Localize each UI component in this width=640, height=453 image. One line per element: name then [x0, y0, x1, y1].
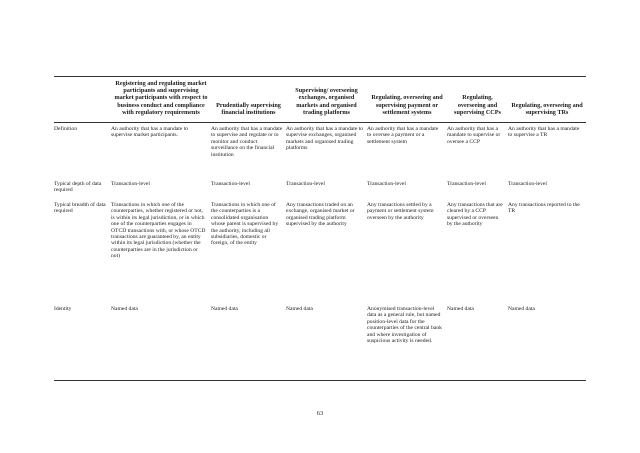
header-row [54, 77, 586, 123]
table-cell: Named data [447, 303, 508, 381]
table-cell: Transaction-level [508, 181, 547, 188]
table-cell: An authority that has a mandate to supervise a TR [508, 126, 580, 139]
row-label: Definition [54, 126, 77, 133]
table-cell: Transactions in which one of the counterparties, whether registered or not, is within its legal jurisdiction, or in which one of the counterparties engages in OTCD transactions with, or whose OTCD transactions are guaranteed by, an entity within its legal jurisdiction (whether the counterparties are in the jurisdiction or not) [111, 202, 206, 260]
header-exchanges: Supervising/ overseeing exchanges, organised markets and organised trading platforms [286, 77, 367, 123]
row-label: Typical breadth of data required [54, 202, 106, 215]
table-cell: Any transactions traded on an exchange, organised market or organised trading platform supervised by the authority [286, 202, 355, 228]
table-cell: An authority that has a mandate to supervise market participants. [111, 126, 189, 139]
table-cell: Any transactions settled by a payment or settlement system overseen by the authority [367, 202, 434, 221]
header-cell-empty [54, 77, 111, 123]
header-prudential: Prudentially supervising financial institutions [211, 77, 286, 123]
table-cell: Named data [508, 303, 586, 381]
header-market-participants: Registering and regulating market participants and supervising market participants with respect to business conduct and compliance with regulatory requirements [111, 77, 211, 123]
header-trs: Regulating, overseeing and supervising TRs [508, 77, 586, 123]
table-cell: Transaction-level [286, 181, 325, 188]
mandates-table [54, 76, 586, 381]
header-payment-settlement: Regulating, overseeing and supervising payment or settlement systems [367, 77, 447, 123]
table-cell: An authority that has a mandate to oversee a payment or a settlement system [367, 126, 439, 145]
table-cell: An authority that has a mandate to supervise exchanges, organised markets and organised trading platforms [286, 126, 364, 152]
table-cell: Transaction-level [111, 181, 150, 188]
page-number: 63 [316, 410, 324, 417]
row-label: Typical depth of data required [54, 181, 102, 194]
table-cell: Transaction-level [211, 181, 250, 188]
table-cell: Any transactions reported to the TR [508, 202, 580, 215]
table-cell: An authority that has a mandate to supervise or oversee a CCP [447, 126, 501, 145]
table-cell: Named data [286, 303, 367, 381]
table-cell: Named data [211, 303, 286, 381]
table-cell: Transaction-level [447, 181, 486, 188]
table-row [54, 178, 586, 199]
table-row [54, 303, 586, 381]
table-cell: Named data [111, 303, 211, 381]
table-cell: Any transactions that are cleared by a CCP supervised or overseen by the authority [447, 202, 503, 228]
table-row [54, 123, 586, 179]
table-row [54, 199, 586, 303]
table-cell: Anonymised transaction-level data as a general rule, but named position-level data for the counterparties of the central bank and where investigation of suspicious activity is needed. [367, 303, 447, 381]
table-cell: An authority that has a mandate to supervise and regulate or to monitor and conduct surveillance on the financial institution [211, 126, 283, 158]
table-cell: Transaction-level [367, 181, 406, 188]
row-label: Identity [54, 303, 111, 381]
table-cell: Transactions in which one of the counterparties is a consolidated organisation whose parent is supervised by the authority, including all subsidiaries, domestic or foreign, of the entity [211, 202, 279, 247]
header-ccps: Regulating, overseeing and supervising CCPs [447, 77, 508, 123]
